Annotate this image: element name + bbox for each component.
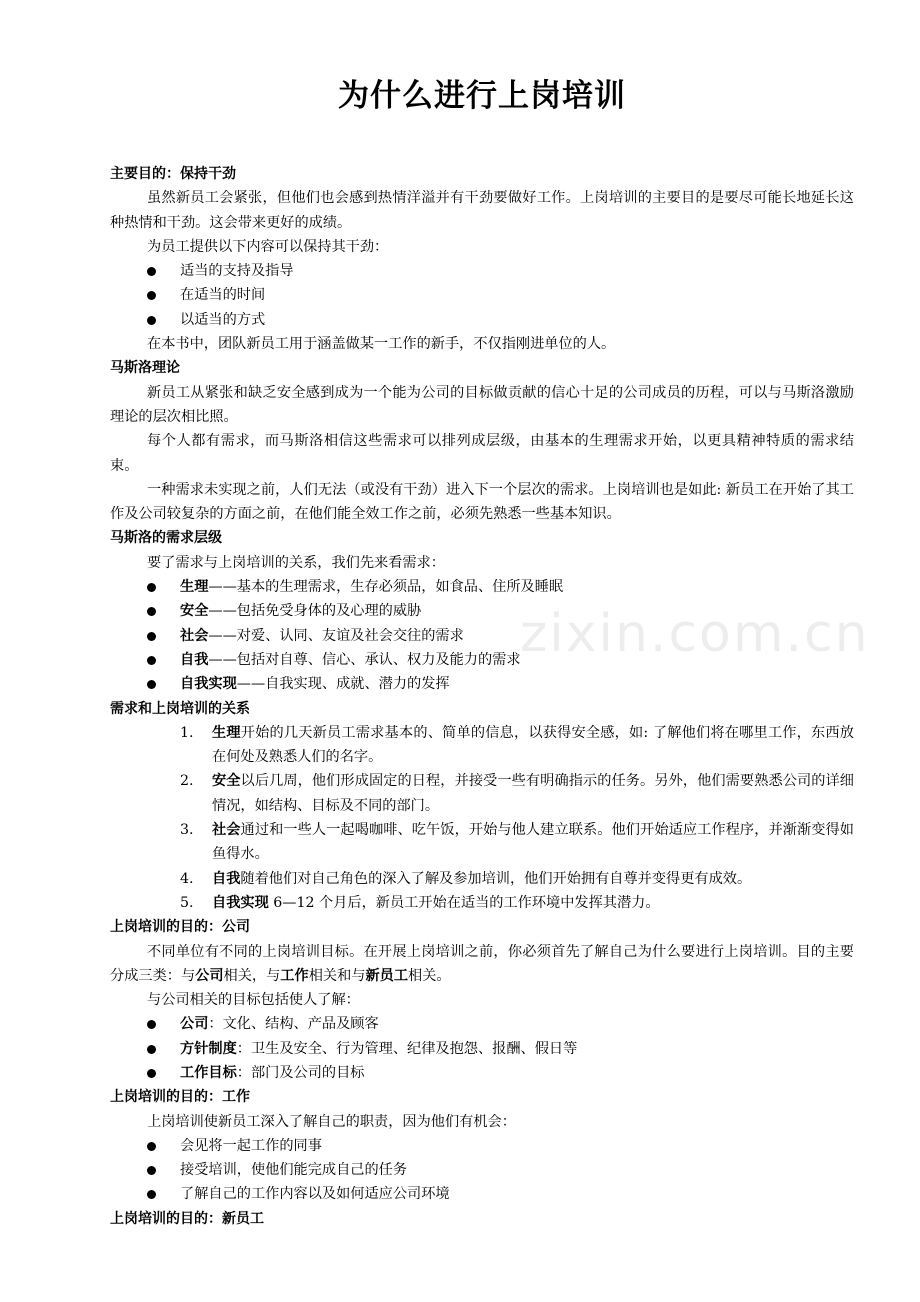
paragraph: 不同单位有不同的上岗培训目标。在开展上岗培训之前，你必须首先了解自己为什么要进行上岗培训。目的主要分成三类：与公司相关，与工作相关和与新员工相关。 xyxy=(110,943,854,984)
paragraph: 要了需求与上岗培训的关系，我们先来看需求： xyxy=(147,554,445,571)
list-item: 自我实现——自我实现、成就、潜力的发挥 xyxy=(110,672,854,696)
bullet-icon xyxy=(147,680,156,689)
bullet-icon xyxy=(147,656,156,665)
watermark: zixin.com.cn xyxy=(520,604,870,664)
bullet-icon xyxy=(147,1069,156,1078)
bullet-icon xyxy=(147,583,156,592)
section-heading-maslow-hierarchy: 马斯洛的需求层级 xyxy=(110,530,222,547)
list-item: 会见将一起工作的同事 xyxy=(110,1134,854,1158)
paragraph: 每个人都有需求，而马斯洛相信这些需求可以排列成层级，由基本的生理需求开始，以更具精神特质的需求结束。 xyxy=(110,433,854,474)
bullet-icon xyxy=(147,1045,156,1054)
paragraph: 上岗培训使新员工深入了解自己的职责，因为他们有机会： xyxy=(147,1113,516,1130)
paragraph: 虽然新员工会紧张，但他们也会感到热情洋溢并有干劲要做好工作。上岗培训的主要目的是要尽可能长地延长这种热情和干劲。这会带来更好的成绩。 xyxy=(110,190,854,231)
bullet-list xyxy=(110,575,854,696)
section-heading-purpose-new-employee: 上岗培训的目的：新员工 xyxy=(110,1210,264,1227)
bullet-list xyxy=(110,1134,854,1207)
paragraph: 为员工提供以下内容可以保持其干劲： xyxy=(147,238,389,255)
list-item: 生理——基本的生理需求，生存必须品，如食品、住所及睡眠 xyxy=(110,575,854,599)
list-item: 工作目标：部门及公司的目标 xyxy=(110,1061,854,1085)
paragraph: 新员工从紧张和缺乏安全感到成为一个能为公司的目标做贡献的信心十足的公司成员的历程，可以与马斯洛激励理论的层次相比照。 xyxy=(110,384,854,425)
list-item: 接受培训，使他们能完成自己的任务 xyxy=(110,1158,854,1182)
list-item: 自我——包括对自尊、信心、承认、权力及能力的需求 xyxy=(110,648,854,672)
list-item: 方针制度：卫生及安全、行为管理、纪律及抱怨、报酬、假日等 xyxy=(110,1037,854,1061)
list-item: 2. 安全以后几周，他们形成固定的日程，并接受一些有明确指示的任务。另外，他们需要熟悉公司的详细情况，如结构、目标及不同的部门。 xyxy=(180,773,854,814)
paragraph: 在本书中，团队新员工用于涵盖做某一工作的新手，不仅指刚进单位的人。 xyxy=(147,336,616,353)
paragraph: 一种需求未实现之前，人们无法（或没有干劲）进入下一个层次的需求。上岗培训也是如此: 新员工在开始了其工作及公司较复杂的方面之前，在他们能全效工作之前，必须先熟悉一些基本知识。 xyxy=(110,481,854,523)
numbered-list xyxy=(110,721,854,915)
list-item: 社会——对爱、认同、友谊及社会交往的需求 xyxy=(110,624,854,648)
section-heading-purpose-company: 上岗培训的目的：公司 xyxy=(110,919,250,936)
document-body xyxy=(110,162,854,1231)
bullet-icon xyxy=(147,607,156,616)
bullet-icon xyxy=(147,1166,156,1175)
bullet-icon xyxy=(147,267,156,276)
bullet-icon xyxy=(147,1020,156,1029)
list-item: 1. 生理开始的几天新员工需求基本的、简单的信息，以获得安全感，如: 了解他们将在哪里工作，东西放在何处及熟悉人们的名字。 xyxy=(180,724,854,766)
list-item: 3. 社会通过和一些人一起喝咖啡、吃午饭，开始与他人建立联系。他们开始适应工作程序，并渐渐变得如鱼得水。 xyxy=(180,822,854,863)
list-item: 在适当的时间 xyxy=(110,283,854,307)
bullet-list xyxy=(110,1012,854,1085)
section-heading-purpose-work: 上岗培训的目的：工作 xyxy=(110,1089,250,1106)
list-item: 适当的支持及指导 xyxy=(110,259,854,283)
bullet-icon xyxy=(147,1142,156,1151)
section-heading-main-purpose: 主要目的：保持干劲 xyxy=(110,166,236,182)
page-title: 为什么进行上岗培训 xyxy=(338,78,626,114)
bullet-list xyxy=(110,259,854,332)
document-page xyxy=(110,0,854,1231)
bullet-icon xyxy=(147,316,156,325)
section-heading-maslow-theory: 马斯洛理论 xyxy=(110,360,180,377)
paragraph: 与公司相关的目标包括使人了解： xyxy=(147,992,360,1009)
bullet-icon xyxy=(147,291,156,300)
bullet-icon xyxy=(147,1190,156,1199)
list-item: 公司：文化、结构、产品及顾客 xyxy=(110,1012,854,1036)
bullet-icon xyxy=(147,632,156,641)
list-item: 以适当的方式 xyxy=(110,308,854,332)
list-item: 4. 自我随着他们对自己角色的深入了解及参加培训，他们开始拥有自尊并变得更有成效。 xyxy=(180,870,752,887)
list-item: 安全——包括免受身体的及心理的威胁 xyxy=(110,599,854,623)
list-item: 5. 自我实现 6—12 个月后，新员工开始在适当的工作环境中发挥其潜力。 xyxy=(180,894,660,911)
list-item: 了解自己的工作内容以及如何适应公司环境 xyxy=(110,1182,854,1206)
section-heading-needs-and-training: 需求和上岗培训的关系 xyxy=(110,700,250,717)
